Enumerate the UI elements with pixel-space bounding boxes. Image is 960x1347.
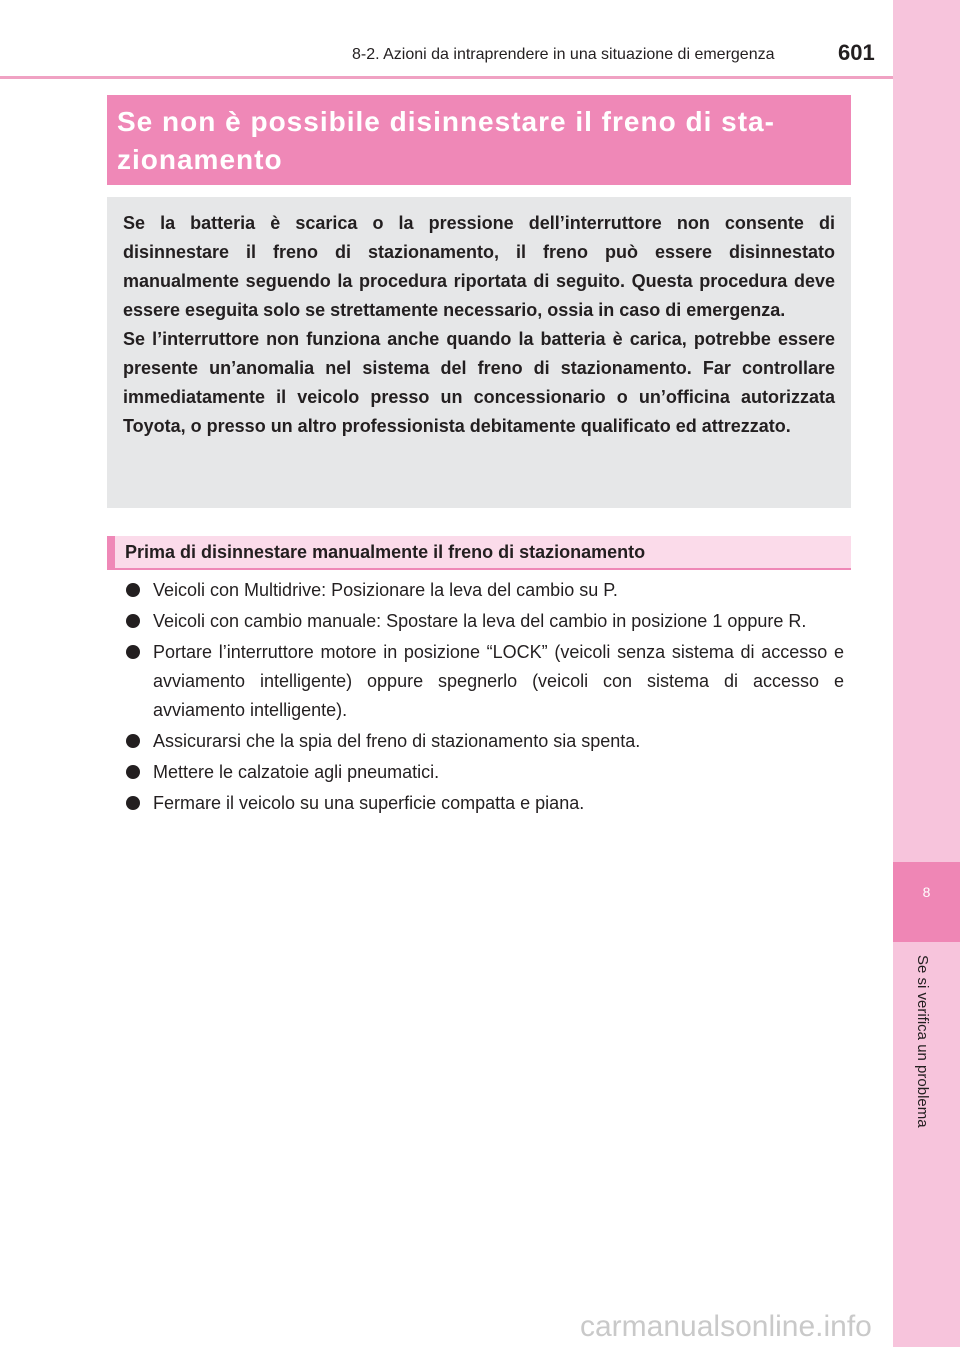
chapter-title: Se si verifica un problema	[914, 955, 931, 1128]
list-item-text: Mettere le calzatoie agli pneumatici.	[153, 762, 440, 782]
section-heading	[117, 103, 837, 179]
bullet-icon	[126, 583, 140, 597]
intro-box	[107, 197, 851, 508]
subheading: Prima di disinnestare manualmente il freno di stazionamento	[125, 542, 646, 562]
page-header	[0, 0, 893, 80]
section-title: 8-2. Azioni da intraprendere in una situazione di emergenza	[352, 46, 775, 63]
list-item	[124, 576, 844, 605]
list-item-text: Fermare il veicolo su una superficie compatta e piana.	[153, 793, 585, 813]
intro-text	[123, 209, 835, 441]
section-heading-line1: Se non è possibile disinnestare il freno di sta-	[117, 106, 775, 137]
subheading-accent-bar	[107, 536, 115, 570]
chapter-number-block	[893, 862, 960, 942]
page-number: 601	[838, 40, 875, 65]
list-item-text: Veicoli con cambio manuale: Spostare la leva del cambio in posizione 1 oppure R.	[153, 611, 807, 631]
list-item	[124, 789, 844, 818]
list-item-text: Assicurarsi che la spia del freno di stazionamento sia spenta.	[153, 731, 641, 751]
section-heading-box	[107, 95, 851, 185]
bullet-icon	[126, 734, 140, 748]
list-item-text: Portare l’interruttore motore in posizione “LOCK” (veicoli senza sistema di accesso e avviamento intelligente) oppure spegnerlo (veicoli con sistema di accesso e avviamento intelligente).	[153, 642, 844, 720]
watermark: carmanualsonline.info	[580, 1310, 872, 1343]
chapter-number: 8	[922, 884, 931, 900]
chapter-side-tab	[893, 0, 960, 1347]
list-item	[124, 758, 844, 787]
prerequisite-list	[124, 576, 844, 820]
bullet-icon	[126, 765, 140, 779]
list-item	[124, 607, 844, 636]
subheading-box	[107, 536, 851, 570]
list-item	[124, 727, 844, 756]
list-item-text: Veicoli con Multidrive: Posizionare la leva del cambio su P.	[153, 580, 618, 600]
bullet-icon	[126, 645, 140, 659]
intro-paragraph-2: Se l’interruttore non funziona anche quando la batteria è carica, potrebbe essere presente un’anomalia nel sistema del freno di stazionamento. Far controllare immediatamente il veicolo presso un concessionario o un’officina autorizzata Toyota, o presso un altro professionista debitamente qualificato ed attrezzato.	[123, 329, 835, 436]
list-item	[124, 638, 844, 725]
header-divider	[0, 76, 893, 79]
intro-paragraph-1: Se la batteria è scarica o la pressione dell’interruttore non consente di disinnestare il freno di stazionamento, il freno può essere disinnestato manualmente seguendo la procedura riportata di seguito. Questa procedura deve essere eseguita solo se strettamente necessario, ossia in caso di emergenza.	[123, 213, 835, 320]
section-heading-line2: zionamento	[117, 144, 283, 175]
bullet-icon	[126, 614, 140, 628]
bullet-icon	[126, 796, 140, 810]
